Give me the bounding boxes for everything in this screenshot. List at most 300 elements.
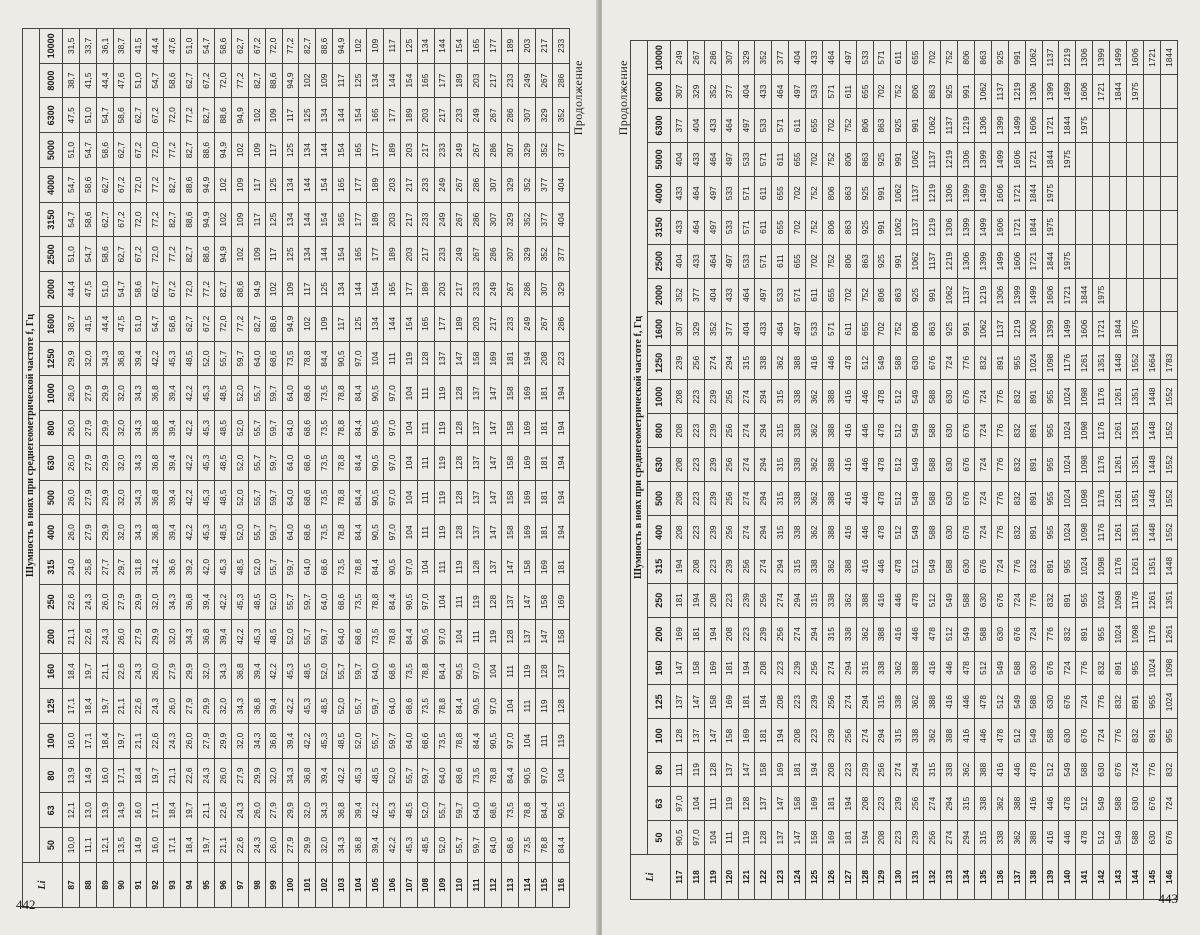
table-cell: 189 (367, 168, 384, 203)
table-cell: 119 (738, 821, 755, 855)
left-continuation-label: Продолжение (571, 60, 585, 136)
table-cell: 1306 (958, 142, 975, 176)
table-cell: 478 (958, 651, 975, 685)
table-cell: 1098 (1160, 651, 1177, 685)
table-cell: 315 (975, 821, 992, 855)
table-cell: 549 (941, 583, 958, 617)
table-cell: 48,5 (265, 619, 282, 654)
table-cell: 1098 (1042, 346, 1059, 380)
table-cell (1127, 142, 1144, 176)
table-cell: 34,3 (316, 793, 333, 828)
table-cell: 13,0 (79, 793, 96, 828)
table-cell: 307 (485, 202, 502, 237)
table-cell: 52,0 (248, 550, 265, 585)
table-cell: 194 (552, 515, 569, 550)
table-cell: 169 (671, 617, 688, 651)
table-cell: 158 (468, 341, 485, 376)
table-cell: 1261 (1127, 549, 1144, 583)
table-cell: 97,0 (535, 758, 552, 793)
table-cell: 752 (823, 244, 840, 278)
table-cell: 1261 (1110, 515, 1127, 549)
table-cell: 102 (248, 98, 265, 133)
table-cell: 125 (282, 133, 299, 168)
table-cell: 1219 (941, 244, 958, 278)
table-cell: 26,0 (215, 758, 232, 793)
table-cell: 16,0 (96, 758, 113, 793)
table-cell: 97,0 (383, 480, 400, 515)
table-cell: 59,7 (265, 480, 282, 515)
table-cell: 78,8 (367, 585, 384, 620)
table-cell: 22,6 (79, 619, 96, 654)
table-cell: 177 (367, 237, 384, 272)
table-cell: 338 (806, 549, 823, 583)
table-cell: 77,2 (198, 272, 215, 307)
table-cell: 52,0 (265, 585, 282, 620)
table-cell: 29,7 (113, 550, 130, 585)
table-cell: 676 (1143, 787, 1160, 821)
table-cell: 1399 (1093, 41, 1110, 75)
table-cell (1160, 210, 1177, 244)
table-cell: 702 (789, 210, 806, 244)
table-cell: 549 (907, 482, 924, 516)
table-cell: 73,5 (316, 515, 333, 550)
table-cell: 1499 (975, 210, 992, 244)
table-cell: 128 (451, 480, 468, 515)
table-cell: 154 (316, 168, 333, 203)
table-cell: 44,4 (96, 307, 113, 342)
table-cell: 702 (823, 109, 840, 143)
table-cell: 611 (806, 278, 823, 312)
table-cell: 832 (1008, 448, 1025, 482)
table-cell: 67,2 (164, 272, 181, 307)
frequency-header: 200 (40, 619, 63, 654)
table-cell: 137 (468, 376, 485, 411)
table-cell: 1306 (991, 278, 1008, 312)
table-cell: 1975 (1127, 312, 1144, 346)
table-cell: 26,0 (248, 793, 265, 828)
table-row (79, 29, 96, 908)
table-cell: 549 (991, 651, 1008, 685)
li-value: 137 (1008, 855, 1025, 900)
table-cell: 724 (991, 549, 1008, 583)
table-cell (1160, 244, 1177, 278)
table-cell: 78,8 (333, 446, 350, 481)
table-row (350, 29, 367, 908)
table-cell: 165 (468, 29, 485, 64)
table-cell: 64,0 (282, 480, 299, 515)
table-cell: 1137 (941, 109, 958, 143)
li-value: 143 (1110, 855, 1127, 900)
table-cell: 377 (552, 237, 569, 272)
table-cell: 144 (299, 168, 316, 203)
li-column-header: Li (631, 855, 671, 900)
table-cell: 144 (350, 272, 367, 307)
li-value: 100 (282, 863, 299, 908)
table-cell: 267 (535, 63, 552, 98)
table-cell: 34,3 (164, 585, 181, 620)
table-cell: 68,6 (400, 689, 417, 724)
frequency-header: 400 (648, 515, 671, 549)
table-cell: 13,9 (96, 793, 113, 828)
table-cell: 1844 (1059, 109, 1076, 143)
table-cell: 955 (1160, 719, 1177, 753)
table-cell: 47,6 (164, 29, 181, 64)
table-cell: 42,2 (231, 619, 248, 654)
table-cell: 512 (1076, 787, 1093, 821)
table-cell: 388 (823, 414, 840, 448)
table-cell: 134 (333, 272, 350, 307)
table-cell: 111 (451, 585, 468, 620)
table-cell: 77,2 (147, 168, 164, 203)
table-cell: 1975 (1127, 75, 1144, 109)
table-cell: 117 (265, 133, 282, 168)
table-cell: 1306 (975, 109, 992, 143)
table-cell: 925 (941, 75, 958, 109)
table-cell: 239 (738, 583, 755, 617)
li-value: 114 (519, 863, 536, 908)
table-cell: 203 (468, 307, 485, 342)
table-cell: 78,8 (535, 828, 552, 863)
table-cell: 1062 (907, 142, 924, 176)
table-cell: 1062 (924, 109, 941, 143)
table-cell: 62,7 (113, 237, 130, 272)
table-cell: 655 (789, 142, 806, 176)
right-continuation-label: Продолжение (616, 60, 630, 136)
table-cell: 84,4 (400, 619, 417, 654)
table-cell: 29,9 (299, 828, 316, 863)
table-cell: 44,4 (63, 272, 80, 307)
table-cell: 352 (671, 278, 688, 312)
table-cell: 45,3 (198, 411, 215, 446)
table-cell: 177 (350, 202, 367, 237)
table-cell: 630 (941, 380, 958, 414)
table-cell: 104 (451, 619, 468, 654)
table-cell: 77,2 (164, 237, 181, 272)
table-cell: 19,7 (198, 828, 215, 863)
table-cell: 955 (1008, 346, 1025, 380)
table-cell: 169 (772, 753, 789, 787)
table-cell: 194 (552, 480, 569, 515)
table-cell: 78,8 (485, 758, 502, 793)
table-cell: 1024 (1059, 515, 1076, 549)
table-cell: 832 (1059, 617, 1076, 651)
table-cell: 1062 (890, 210, 907, 244)
table-cell: 239 (823, 719, 840, 753)
table-cell: 571 (738, 176, 755, 210)
table-cell: 90,5 (383, 550, 400, 585)
table-cell: 863 (839, 210, 856, 244)
table-cell: 315 (738, 346, 755, 380)
table-cell: 267 (468, 133, 485, 168)
table-cell: 64,0 (316, 585, 333, 620)
table-cell: 34,3 (130, 446, 147, 481)
table-cell: 55,7 (248, 376, 265, 411)
li-value: 139 (1042, 855, 1059, 900)
table-cell: 329 (687, 75, 704, 109)
table-cell: 27,9 (282, 828, 299, 863)
table-cell: 36,8 (147, 515, 164, 550)
table-cell: 62,7 (113, 133, 130, 168)
table-cell: 42,2 (367, 793, 384, 828)
table-cell: 433 (704, 109, 721, 143)
table-cell: 533 (721, 210, 738, 244)
table-cell: 724 (1008, 583, 1025, 617)
table-cell: 58,6 (164, 63, 181, 98)
table-cell: 165 (333, 168, 350, 203)
table-cell: 189 (400, 98, 417, 133)
table-cell: 588 (924, 482, 941, 516)
table-cell: 51,0 (181, 29, 198, 64)
table-cell: 433 (755, 75, 772, 109)
table-cell: 144 (434, 29, 451, 64)
table-cell: 863 (856, 244, 873, 278)
table-cell: 329 (502, 202, 519, 237)
table-cell: 223 (687, 515, 704, 549)
li-value: 108 (417, 863, 434, 908)
table-cell: 223 (806, 719, 823, 753)
table-cell: 59,7 (299, 585, 316, 620)
table-cell: 832 (1127, 719, 1144, 753)
table-cell: 1844 (1110, 75, 1127, 109)
table-cell: 147 (671, 651, 688, 685)
table-cell: 1399 (975, 142, 992, 176)
table-cell: 38,7 (63, 63, 80, 98)
frequency-header: 100 (40, 724, 63, 759)
table-cell: 315 (823, 617, 840, 651)
table-cell: 1137 (924, 244, 941, 278)
table-cell: 286 (704, 41, 721, 75)
table-row (113, 29, 130, 908)
table-cell: 125 (265, 168, 282, 203)
table-cell: 217 (417, 133, 434, 168)
table-cell: 158 (755, 753, 772, 787)
table-cell: 208 (671, 482, 688, 516)
table-cell: 32,0 (231, 724, 248, 759)
li-value: 109 (434, 863, 451, 908)
table-cell: 724 (975, 448, 992, 482)
table-cell: 104 (687, 787, 704, 821)
table-cell: 1499 (975, 176, 992, 210)
table-cell: 891 (1110, 651, 1127, 685)
table-cell: 154 (451, 29, 468, 64)
li-value: 102 (316, 863, 333, 908)
table-cell: 286 (519, 272, 536, 307)
table-cell: 26,0 (181, 724, 198, 759)
table-cell: 177 (434, 63, 451, 98)
table-cell: 478 (873, 380, 890, 414)
table-cell: 388 (1025, 821, 1042, 855)
frequency-header: 10000 (648, 41, 671, 75)
table-cell (1143, 75, 1160, 109)
table-cell: 45,3 (299, 689, 316, 724)
table-cell: 119 (535, 689, 552, 724)
table-cell: 256 (687, 346, 704, 380)
table-cell: 1499 (1025, 278, 1042, 312)
frequency-header: 2500 (40, 237, 63, 272)
table-cell: 863 (975, 41, 992, 75)
table-cell: 1721 (1025, 142, 1042, 176)
table-cell: 776 (1076, 651, 1093, 685)
table-cell: 26,0 (63, 446, 80, 481)
table-cell: 315 (924, 753, 941, 787)
li-value: 99 (265, 863, 282, 908)
table-cell: 119 (519, 654, 536, 689)
table-cell: 125 (316, 272, 333, 307)
table-cell: 611 (755, 210, 772, 244)
table-cell: 68,6 (299, 446, 316, 481)
table-cell: 38,7 (63, 307, 80, 342)
table-cell: 286 (468, 202, 485, 237)
table-cell: 307 (519, 98, 536, 133)
table-cell: 90,5 (671, 821, 688, 855)
table-cell: 267 (468, 237, 485, 272)
table-cell: 84,4 (468, 724, 485, 759)
table-cell: 111 (417, 376, 434, 411)
table-cell: 147 (535, 619, 552, 654)
table-cell: 134 (417, 29, 434, 64)
table-cell: 128 (755, 821, 772, 855)
table-cell: 256 (721, 515, 738, 549)
table-cell: 169 (519, 515, 536, 550)
table-cell: 404 (789, 41, 806, 75)
table-cell: 84,4 (535, 793, 552, 828)
table-cell: 73,5 (417, 689, 434, 724)
table-cell: 88,6 (215, 98, 232, 133)
table-cell: 39,4 (130, 341, 147, 376)
table-cell: 294 (958, 821, 975, 855)
table-cell: 955 (1042, 482, 1059, 516)
table-cell: 29,9 (96, 515, 113, 550)
table-cell: 158 (535, 585, 552, 620)
table-cell: 549 (1093, 787, 1110, 821)
table-cell: 128 (738, 787, 755, 821)
table-cell: 73,5 (367, 619, 384, 654)
table-cell: 77,2 (282, 29, 299, 64)
table-cell: 362 (806, 515, 823, 549)
table-cell: 51,0 (130, 307, 147, 342)
table-cell: 1399 (991, 109, 1008, 143)
table-cell: 776 (1110, 719, 1127, 753)
table-cell: 32,0 (198, 654, 215, 689)
table-cell: 464 (772, 75, 789, 109)
table-cell: 1062 (975, 75, 992, 109)
li-value: 90 (113, 863, 130, 908)
frequency-header: 125 (648, 685, 671, 719)
table-cell: 82,7 (164, 168, 181, 203)
li-value: 96 (215, 863, 232, 908)
table-row (535, 29, 552, 908)
table-cell: 27,9 (181, 689, 198, 724)
table-cell: 446 (890, 583, 907, 617)
table-cell: 90,5 (367, 411, 384, 446)
table-row (738, 41, 755, 900)
table-cell: 203 (383, 168, 400, 203)
table-cell: 147 (704, 719, 721, 753)
table-cell: 90,5 (367, 480, 384, 515)
table-cell: 446 (1008, 753, 1025, 787)
li-value: 125 (806, 855, 823, 900)
table-cell: 169 (519, 411, 536, 446)
table-cell: 362 (806, 448, 823, 482)
li-value: 131 (907, 855, 924, 900)
table-cell: 67,2 (113, 202, 130, 237)
table-cell: 67,2 (130, 237, 147, 272)
table-cell: 54,7 (63, 168, 80, 203)
li-value: 128 (856, 855, 873, 900)
table-cell: 249 (671, 41, 688, 75)
table-cell: 315 (772, 448, 789, 482)
table-cell: 111 (383, 341, 400, 376)
table-cell: 84,4 (367, 550, 384, 585)
frequency-header: 2500 (648, 244, 671, 278)
table-cell: 208 (687, 549, 704, 583)
table-cell: 117 (248, 168, 265, 203)
table-cell: 52,0 (198, 341, 215, 376)
table-cell: 59,7 (451, 793, 468, 828)
frequency-header: 50 (40, 828, 63, 863)
table-cell: 84,4 (383, 585, 400, 620)
table-cell: 158 (806, 821, 823, 855)
table-cell: 1399 (1008, 278, 1025, 312)
table-cell: 752 (941, 41, 958, 75)
table-cell: 955 (1127, 651, 1144, 685)
table-cell (1160, 176, 1177, 210)
table-cell: 388 (823, 515, 840, 549)
table-cell: 27,9 (79, 411, 96, 446)
table-cell: 68,6 (350, 619, 367, 654)
table-cell: 32,0 (113, 411, 130, 446)
table-cell: 27,9 (198, 724, 215, 759)
table-cell: 13,5 (113, 828, 130, 863)
table-cell: 189 (417, 272, 434, 307)
table-cell: 1306 (1025, 312, 1042, 346)
table-cell: 630 (941, 482, 958, 516)
table-cell: 34,2 (147, 550, 164, 585)
table-cell: 97,0 (417, 585, 434, 620)
table-cell: 338 (975, 787, 992, 821)
table-cell: 307 (502, 133, 519, 168)
table-cell: 256 (721, 448, 738, 482)
table-cell: 497 (789, 312, 806, 346)
li-value: 93 (164, 863, 181, 908)
table-cell: 137 (502, 585, 519, 620)
table-cell (1110, 278, 1127, 312)
table-row (958, 41, 975, 900)
table-cell: 181 (755, 719, 772, 753)
li-value: 118 (687, 855, 704, 900)
table-cell: 249 (519, 63, 536, 98)
table-cell: 329 (687, 312, 704, 346)
table-cell: 109 (316, 63, 333, 98)
table-cell: 806 (823, 176, 840, 210)
table-cell: 611 (890, 41, 907, 75)
left-table-container (22, 28, 570, 908)
table-cell: 36,8 (231, 654, 248, 689)
table-cell: 137 (468, 446, 485, 481)
table-cell: 377 (772, 41, 789, 75)
table-cell: 97,0 (383, 515, 400, 550)
table-cell: 64,0 (282, 515, 299, 550)
frequency-header: 315 (40, 550, 63, 585)
table-cell: 36,8 (198, 619, 215, 654)
table-cell: 189 (451, 63, 468, 98)
table-cell: 239 (704, 380, 721, 414)
table-cell: 73,5 (316, 376, 333, 411)
table-cell: 274 (941, 821, 958, 855)
li-value: 132 (924, 855, 941, 900)
table-cell: 352 (535, 133, 552, 168)
table-cell: 630 (1143, 821, 1160, 855)
